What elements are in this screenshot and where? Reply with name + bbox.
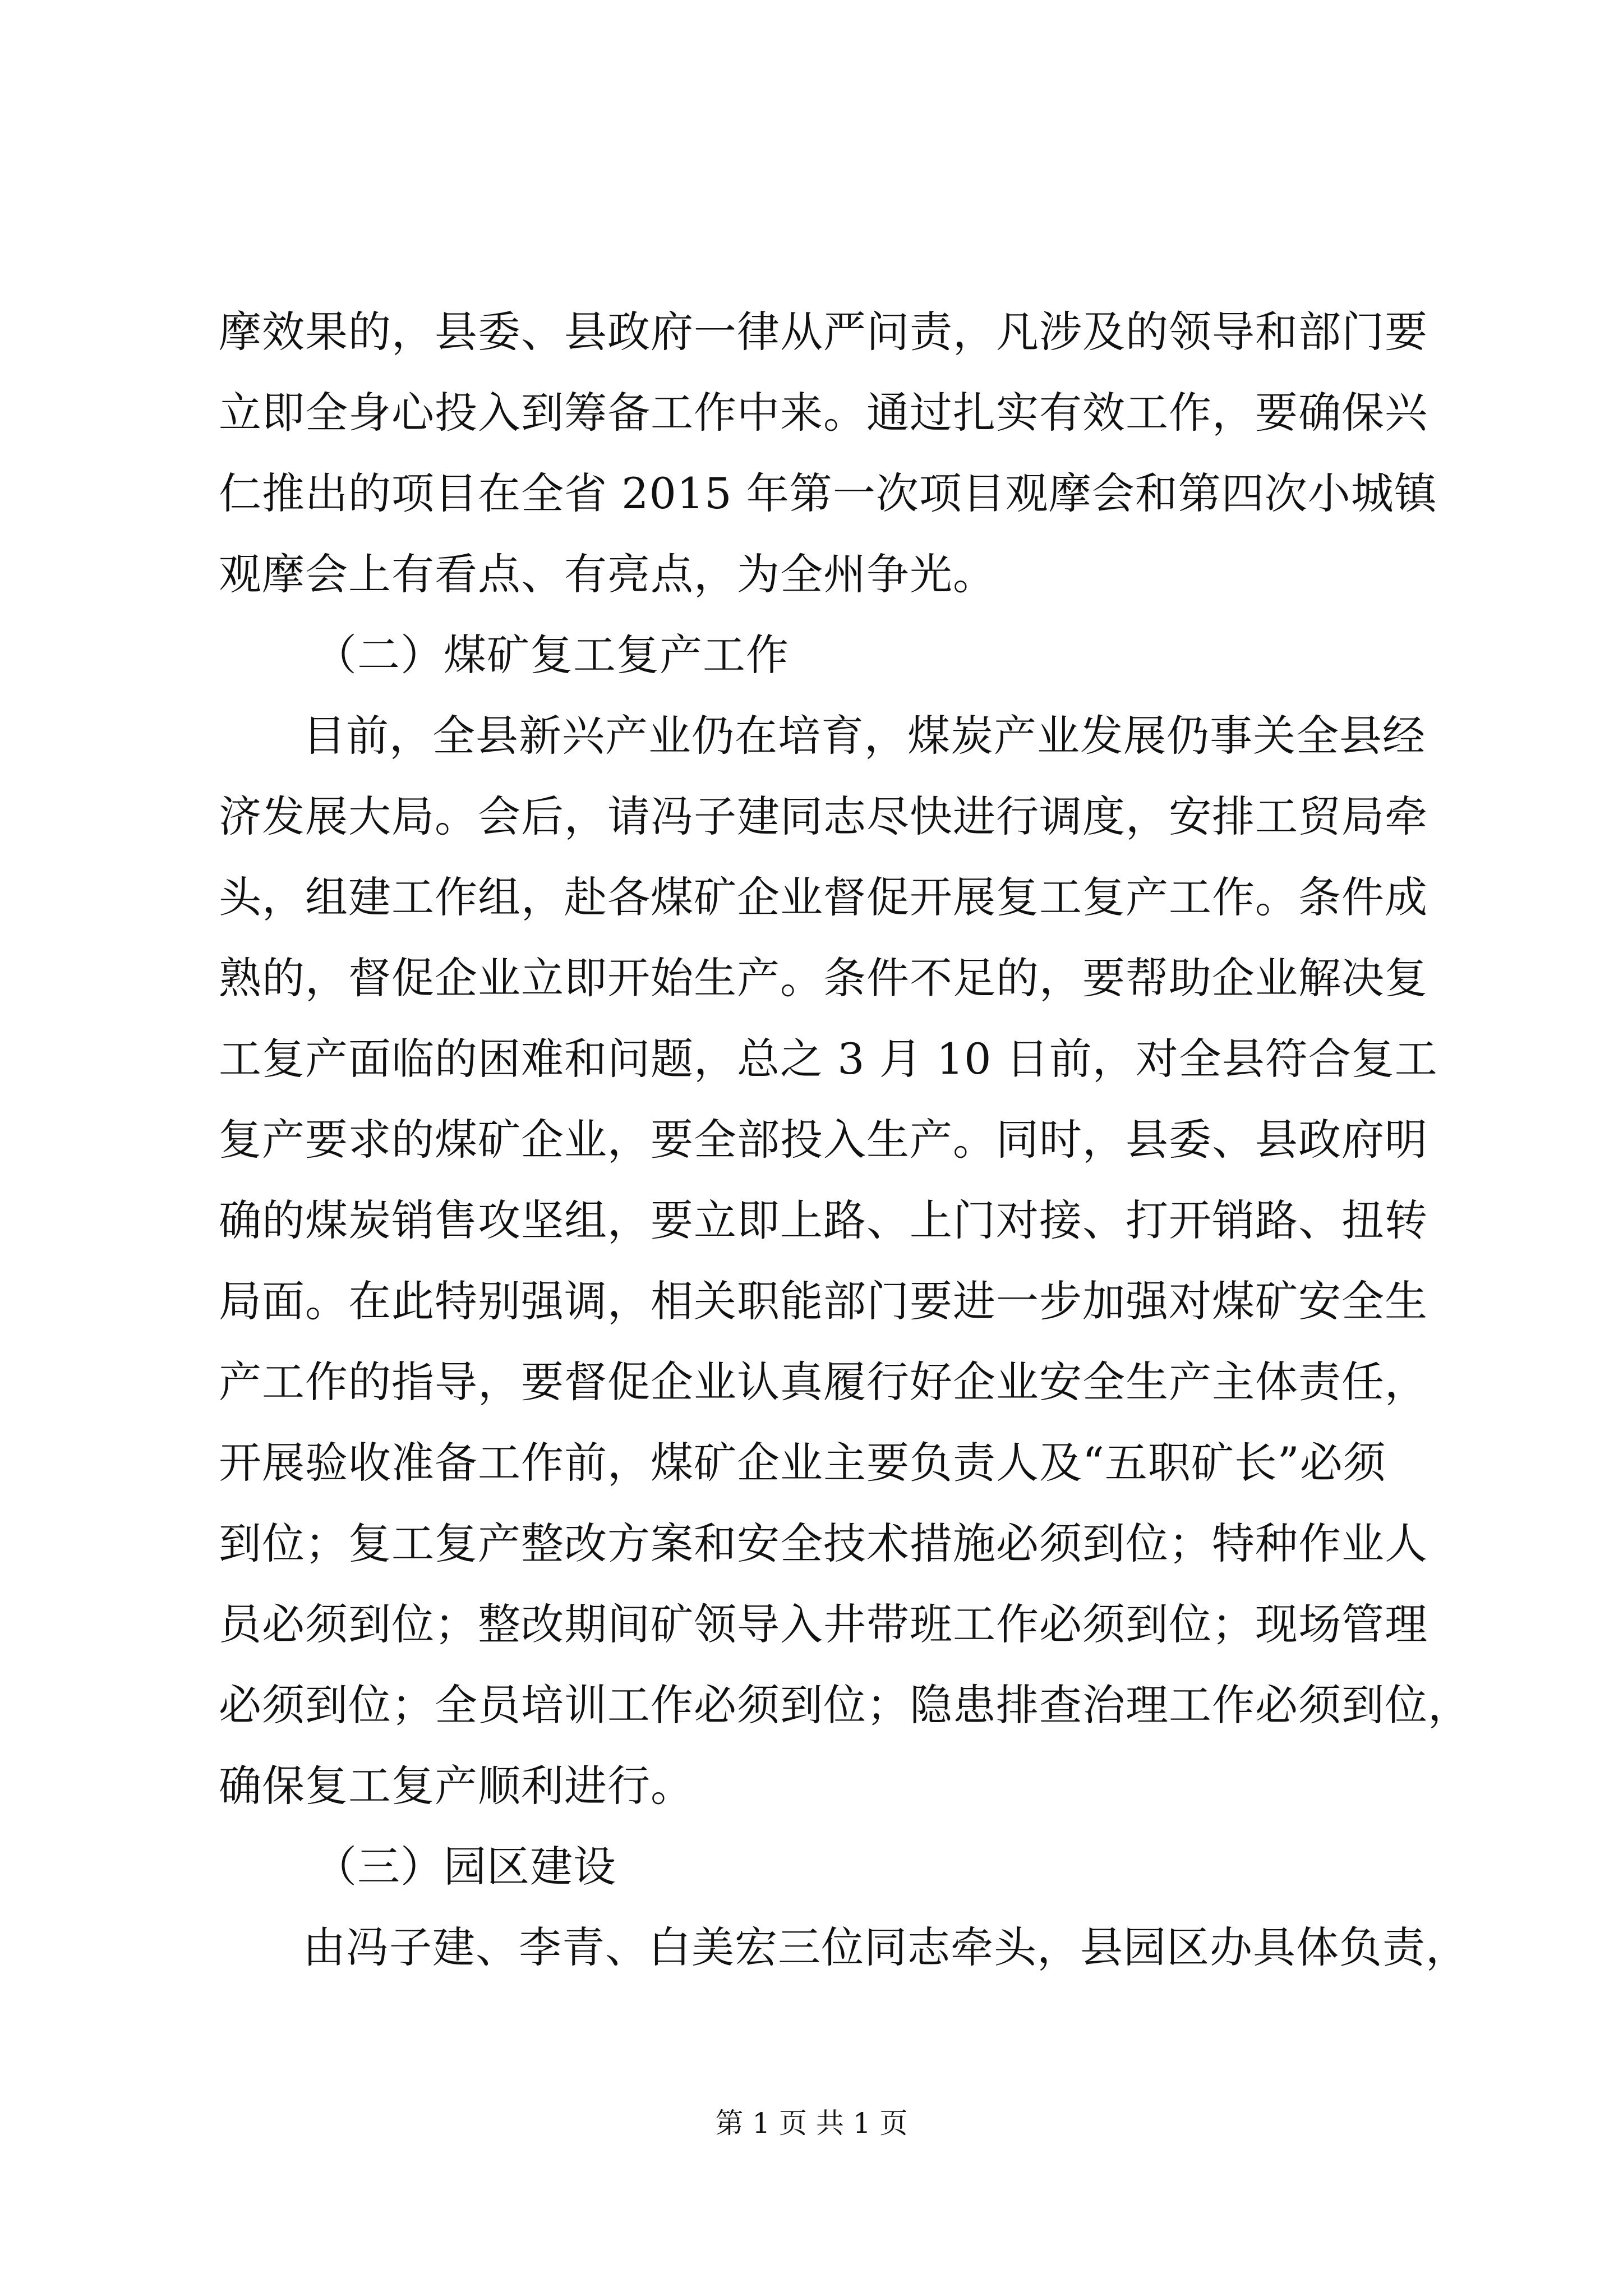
text-line: 工复产面临的困难和问题，总之 3 月 10 日前，对全县符合复工 [219,1034,1438,1084]
text-line: 开展验收准备工作前，煤矿企业主要负责人及“五职矿长”必须 [219,1438,1386,1488]
text-line: 局面。在此特别强调，相关职能部门要进一步加强对煤矿安全生 [219,1276,1428,1326]
text-line: 复产要求的煤矿企业，要全部投入生产。同时，县委、县政府明 [219,1115,1428,1165]
text-line: 到位；复工复产整改方案和安全技术措施必须到位；特种作业人 [219,1519,1428,1568]
section-heading: （二）煤矿复工复产工作 [314,630,789,680]
text-line: 济发展大局。会后，请冯子建同志尽快进行调度，安排工贸局牵 [219,792,1428,841]
text-line: 产工作的指导，要督促企业认真履行好企业安全生产主体责任， [219,1357,1428,1407]
text-line: 立即全身心投入到筹备工作中来。通过扎实有效工作，要确保兴 [219,388,1428,438]
text-line: 确保复工复产顺利进行。 [219,1761,694,1811]
page-footer: 第 1 页 共 1 页 [715,2107,908,2139]
text-line: 员必须到位；整改期间矿领导入井带班工作必须到位；现场管理 [219,1599,1428,1649]
text-line: 必须到位；全员培训工作必须到位；隐患排查治理工作必须到位， [219,1680,1471,1730]
text-line: 目前，全县新兴产业仍在培育，煤炭产业发展仍事关全县经 [303,711,1426,761]
text-line: 由冯子建、李青、白美宏三位同志牵头，县园区办具体负责， [303,1922,1469,1972]
text-line: 仁推出的项目在全省 2015 年第一次项目观摩会和第四次小城镇 [219,468,1437,518]
text-line: 观摩会上有看点、有亮点，为全州争光。 [219,549,996,599]
section-heading: （三）园区建设 [314,1842,616,1892]
text-line: 头，组建工作组，赴各煤矿企业督促开展复工复产工作。条件成 [219,872,1428,922]
text-line: 熟的，督促企业立即开始生产。条件不足的，要帮助企业解决复 [219,953,1428,1003]
text-line: 摩效果的，县委、县政府一律从严问责，凡涉及的领导和部门要 [219,307,1428,357]
body-text [219,292,1471,1988]
text-line: 确的煤炭销售攻坚组，要立即上路、上门对接、打开销路、扭转 [219,1195,1428,1245]
